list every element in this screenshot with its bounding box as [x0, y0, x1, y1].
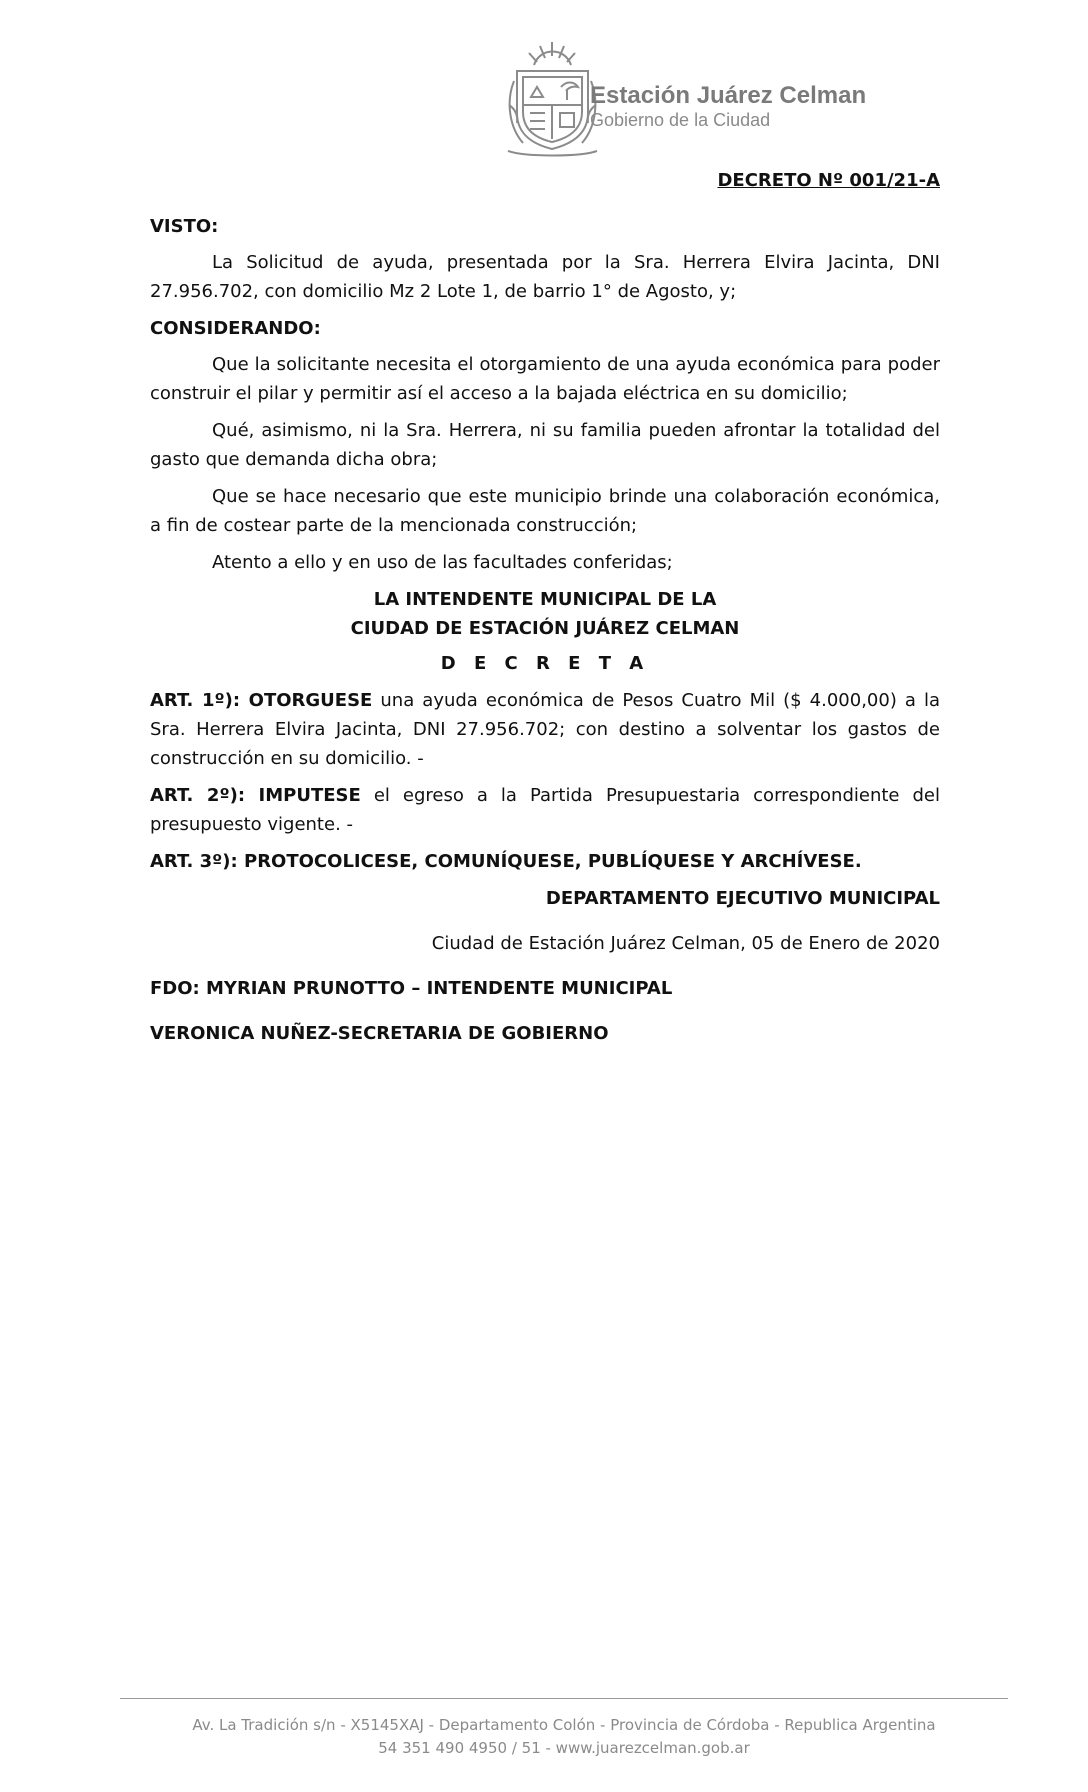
considerando-heading: CONSIDERANDO: — [150, 318, 321, 339]
article-3-label: ART. 3º): PROTOCOLICESE, COMUNÍQUESE, PUBLÍQUESE Y ARCHÍVESE. — [150, 851, 862, 872]
considerando-paragraph-4: Atento a ello y en uso de las facultades conferidas; — [212, 552, 673, 573]
article-2-label: ART. 2º): IMPUTESE — [150, 785, 361, 806]
document-body — [150, 166, 940, 1064]
document-footer — [120, 1714, 1008, 1760]
department-name: DEPARTAMENTO EJECUTIVO MUNICIPAL — [545, 888, 940, 909]
article-1-text: una ayuda económica de Pesos Cuatro Mil ($ 4.000,00) a la Sra. Herrera Elvira Jacinta, DNI 27.956.702; con destino a solventar los gastos de construcción en su domicilio. - — [150, 690, 940, 769]
article-3 — [150, 847, 940, 876]
considerando-paragraph-2: Qué, asimismo, ni la Sra. Herrera, ni su familia pueden afrontar la totalidad del gasto que demanda dicha obra; — [150, 420, 940, 470]
city-name: Estación Juárez Celman — [590, 82, 867, 109]
authority-line-2: CIUDAD DE ESTACIÓN JUÁREZ CELMAN — [350, 618, 740, 639]
considerando-paragraph-3: Que se hace necesario que este municipio brinde una colaboración económica, a fin de costear parte de la mencionada construcción; — [150, 486, 940, 536]
government-subtitle: Gobierno de la Ciudad — [590, 110, 771, 130]
article-1-label: ART. 1º): OTORGUESE — [150, 690, 373, 711]
article-2 — [150, 781, 940, 839]
place-and-date: Ciudad de Estación Juárez Celman, 05 de Enero de 2020 — [431, 933, 940, 954]
visto-heading: VISTO: — [150, 216, 219, 237]
article-2-text: el egreso a la Partida Presupuestaria correspondiente del presupuesto vigente. - — [150, 785, 940, 835]
footer-address: Av. La Tradición s/n - X5145XAJ - Departamento Colón - Provincia de Córdoba - Republica Argentina — [192, 1716, 936, 1734]
decreta-heading: D E C R E T A — [440, 653, 650, 674]
authority-line-1: LA INTENDENTE MUNICIPAL DE LA — [373, 589, 717, 610]
secretary-signature: VERONICA NUÑEZ-SECRETARIA DE GOBIERNO — [150, 1023, 609, 1044]
considerando-paragraph-1: Que la solicitante necesita el otorgamiento de una ayuda económica para poder construir el pilar y permitir así el acceso a la bajada eléctrica en su domicilio; — [150, 354, 940, 404]
mayor-signature: FDO: MYRIAN PRUNOTTO – INTENDENTE MUNICIPAL — [150, 978, 673, 999]
visto-paragraph: La Solicitud de ayuda, presentada por la Sra. Herrera Elvira Jacinta, DNI 27.956.702, con domicilio Mz 2 Lote 1, de barrio 1° de Agosto, y; — [150, 252, 940, 302]
article-1 — [150, 686, 940, 773]
footer-divider — [120, 1698, 1008, 1699]
document-header — [490, 35, 890, 160]
header-text-block — [590, 83, 890, 130]
footer-contact: 54 351 490 4950 / 51 - www.juarezcelman.gob.ar — [378, 1739, 750, 1757]
decree-number: DECRETO Nº 001/21-A — [717, 170, 940, 191]
